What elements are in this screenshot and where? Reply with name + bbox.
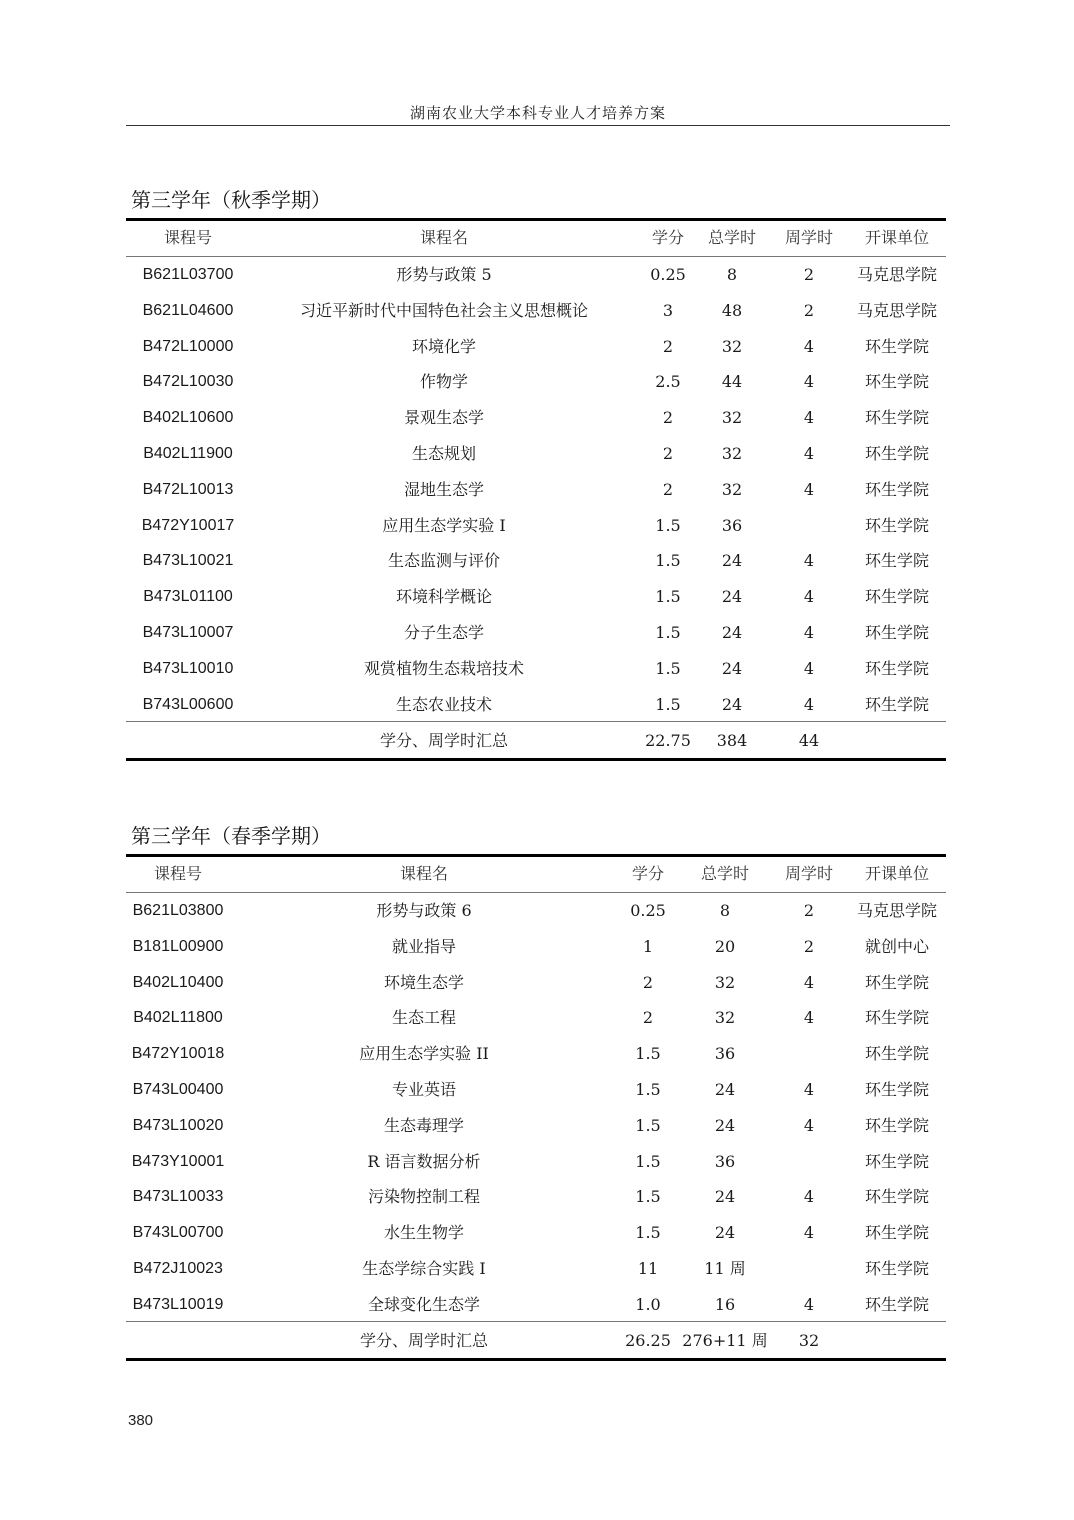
column-header-credits: 学分 bbox=[651, 228, 684, 247]
course-name: 污染物控制工程 bbox=[367, 1187, 480, 1207]
weekly-hours: 4 bbox=[803, 551, 815, 571]
table-row bbox=[126, 965, 946, 1001]
credits: 0.25 bbox=[650, 265, 686, 284]
credits: 1.5 bbox=[635, 1080, 661, 1099]
column-header-weekly-hours: 周学时 bbox=[784, 228, 833, 247]
course-name: 生态监测与评价 bbox=[387, 551, 500, 571]
department: 环生学院 bbox=[864, 444, 929, 463]
total-hours: 24 bbox=[714, 1223, 736, 1243]
total-label: 学分、周学时汇总 bbox=[359, 1331, 488, 1350]
department: 环生学院 bbox=[864, 1044, 929, 1064]
total-hours: 48 bbox=[721, 300, 743, 320]
running-header: 湖南农业大学本科专业人才培养方案 bbox=[409, 104, 666, 122]
course-name: R 语言数据分析 bbox=[367, 1151, 481, 1171]
total-hours: 276+11 周 bbox=[682, 1331, 768, 1350]
table-row bbox=[126, 472, 946, 508]
department: 环生学院 bbox=[864, 1115, 929, 1135]
weekly-hours: 2 bbox=[803, 901, 815, 920]
column-header-name: 课程名 bbox=[399, 864, 448, 883]
course-code: B473L10021 bbox=[142, 552, 234, 570]
total-hours: 24 bbox=[721, 551, 743, 571]
credits: 1.5 bbox=[655, 623, 681, 642]
course-code: B402L10400 bbox=[132, 973, 224, 991]
table-row bbox=[126, 1072, 946, 1108]
department: 环生学院 bbox=[864, 1294, 929, 1314]
column-header-department: 开课单位 bbox=[864, 864, 929, 883]
department: 环生学院 bbox=[864, 1223, 929, 1243]
weekly-hours: 4 bbox=[803, 1187, 815, 1207]
department: 环生学院 bbox=[864, 658, 929, 678]
total-row bbox=[126, 723, 946, 759]
total-hours: 11 周 bbox=[704, 1259, 746, 1278]
department: 环生学院 bbox=[864, 587, 929, 607]
course-code: B402L11800 bbox=[133, 1009, 223, 1027]
credits: 3 bbox=[662, 300, 674, 320]
course-code: B402L11900 bbox=[143, 445, 233, 462]
total-hours: 32 bbox=[721, 336, 743, 356]
credits: 1.5 bbox=[635, 1044, 661, 1064]
total-hours: 32 bbox=[721, 444, 743, 463]
credits: 1.5 bbox=[655, 551, 681, 571]
weekly-hours: 4 bbox=[803, 623, 815, 642]
total-hours: 32 bbox=[714, 972, 736, 992]
total-credits: 26.25 bbox=[625, 1331, 671, 1350]
weekly-hours: 4 bbox=[803, 336, 815, 356]
table-row bbox=[126, 329, 946, 365]
weekly-hours: 4 bbox=[803, 372, 815, 392]
table-bottom-rule bbox=[126, 758, 946, 761]
table-row bbox=[126, 1144, 946, 1180]
total-hours: 32 bbox=[721, 408, 743, 428]
weekly-hours: 4 bbox=[803, 694, 815, 714]
weekly-hours: 4 bbox=[803, 658, 815, 678]
course-name: 形势与政策 6 bbox=[376, 901, 472, 920]
course-name: 生态工程 bbox=[391, 1008, 456, 1028]
total-hours: 24 bbox=[714, 1080, 736, 1099]
page-number: 380 bbox=[128, 1412, 154, 1429]
total-top-rule bbox=[126, 1321, 946, 1322]
weekly-hours: 2 bbox=[803, 936, 815, 956]
table-row bbox=[126, 543, 946, 579]
credits: 1.5 bbox=[635, 1151, 661, 1171]
table-row bbox=[126, 293, 946, 329]
credits: 2 bbox=[642, 972, 654, 992]
credits: 2 bbox=[662, 408, 674, 428]
course-name: 环境化学 bbox=[411, 336, 476, 356]
course-code: B621L03700 bbox=[142, 266, 234, 283]
table-row bbox=[126, 1287, 946, 1323]
course-code: B743L00700 bbox=[132, 1224, 224, 1242]
table-row bbox=[126, 400, 946, 436]
department: 环生学院 bbox=[864, 1151, 929, 1171]
table-row bbox=[126, 615, 946, 651]
table-row bbox=[126, 508, 946, 544]
total-hours: 36 bbox=[714, 1044, 736, 1064]
department: 环生学院 bbox=[864, 623, 929, 642]
weekly-hours: 4 bbox=[803, 1080, 815, 1099]
total-hours: 32 bbox=[721, 479, 743, 499]
column-header-total-hours: 总学时 bbox=[700, 864, 749, 883]
weekly-hours: 4 bbox=[803, 1008, 815, 1028]
department: 马克思学院 bbox=[856, 901, 937, 920]
total-weekly-hours: 44 bbox=[798, 731, 820, 750]
department: 环生学院 bbox=[864, 408, 929, 428]
credits: 2 bbox=[642, 1008, 654, 1028]
course-code: B473Y10001 bbox=[131, 1152, 225, 1170]
table-row bbox=[126, 364, 946, 400]
credits: 1.5 bbox=[655, 587, 681, 607]
table-row bbox=[126, 1000, 946, 1036]
column-header-name: 课程名 bbox=[419, 228, 468, 247]
department: 马克思学院 bbox=[856, 300, 937, 320]
table-row bbox=[126, 893, 946, 929]
table-row bbox=[126, 1036, 946, 1072]
course-name: 作物学 bbox=[419, 372, 468, 392]
weekly-hours: 4 bbox=[803, 1223, 815, 1243]
total-hours: 36 bbox=[714, 1151, 736, 1171]
course-code: B473L10020 bbox=[132, 1116, 224, 1134]
table-header-row bbox=[126, 220, 946, 256]
table-row bbox=[126, 1215, 946, 1251]
total-hours: 384 bbox=[716, 731, 748, 750]
table-row bbox=[126, 257, 946, 293]
course-name: 全球变化生态学 bbox=[367, 1294, 480, 1314]
course-code: B473L10007 bbox=[142, 624, 234, 641]
table-row bbox=[126, 687, 946, 723]
total-credits: 22.75 bbox=[645, 731, 691, 750]
table-bottom-rule bbox=[126, 1358, 946, 1361]
credits: 0.25 bbox=[630, 901, 666, 920]
course-name: 分子生态学 bbox=[403, 623, 484, 642]
credits: 1.5 bbox=[655, 658, 681, 678]
course-code: B743L00600 bbox=[142, 695, 234, 713]
table-row bbox=[126, 579, 946, 615]
course-name: 生态毒理学 bbox=[383, 1115, 464, 1135]
department: 就创中心 bbox=[864, 936, 929, 956]
weekly-hours: 2 bbox=[803, 300, 815, 320]
course-name: 环境科学概论 bbox=[395, 587, 492, 607]
weekly-hours: 4 bbox=[803, 444, 815, 463]
course-code: B472J10023 bbox=[133, 1260, 223, 1277]
course-code: B472Y10017 bbox=[141, 516, 235, 534]
department: 环生学院 bbox=[864, 1259, 929, 1278]
department: 环生学院 bbox=[864, 1187, 929, 1207]
total-weekly-hours: 32 bbox=[798, 1331, 820, 1350]
credits: 1.5 bbox=[655, 694, 681, 714]
table-row bbox=[126, 436, 946, 472]
credits: 1 bbox=[642, 936, 654, 956]
total-hours: 24 bbox=[721, 623, 743, 642]
header-rule bbox=[126, 125, 950, 126]
credits: 1.0 bbox=[635, 1294, 661, 1314]
course-code: B181L00900 bbox=[132, 937, 224, 955]
total-hours: 24 bbox=[714, 1115, 736, 1135]
course-name: 生态农业技术 bbox=[395, 694, 492, 714]
course-code: B743L00400 bbox=[132, 1081, 224, 1098]
course-name: 形势与政策 5 bbox=[396, 265, 492, 284]
weekly-hours: 4 bbox=[803, 479, 815, 499]
column-header-credits: 学分 bbox=[631, 864, 664, 883]
total-hours: 8 bbox=[719, 901, 731, 920]
department: 环生学院 bbox=[864, 551, 929, 571]
credits: 2 bbox=[662, 336, 674, 356]
course-name: 观赏植物生态栽培技术 bbox=[363, 658, 524, 678]
total-hours: 24 bbox=[721, 694, 743, 714]
table-row bbox=[126, 1108, 946, 1144]
course-name: 湿地生态学 bbox=[403, 479, 484, 499]
total-hours: 20 bbox=[714, 936, 736, 956]
table-row bbox=[126, 1251, 946, 1287]
course-code: B402L10600 bbox=[142, 409, 234, 427]
course-name: 生态规划 bbox=[411, 444, 476, 463]
total-row bbox=[126, 1323, 946, 1359]
table-header-row bbox=[126, 856, 946, 892]
section-title-autumn: 第三学年（秋季学期） bbox=[131, 188, 331, 212]
course-code: B473L10019 bbox=[132, 1295, 224, 1313]
department: 环生学院 bbox=[864, 1080, 929, 1099]
course-name: 就业指导 bbox=[391, 936, 456, 956]
department: 环生学院 bbox=[864, 372, 929, 392]
course-name: 生态学综合实践 I bbox=[362, 1259, 486, 1278]
weekly-hours: 4 bbox=[803, 1294, 815, 1314]
column-header-code: 课程号 bbox=[153, 864, 202, 883]
course-name: 应用生态学实验 II bbox=[359, 1044, 489, 1064]
credits: 2 bbox=[662, 444, 674, 463]
course-code: B472L10030 bbox=[142, 373, 234, 391]
course-name: 专业英语 bbox=[391, 1080, 456, 1099]
course-code: B472L10013 bbox=[142, 480, 234, 498]
weekly-hours: 4 bbox=[803, 587, 815, 607]
department: 环生学院 bbox=[864, 694, 929, 714]
course-code: B472L10000 bbox=[142, 337, 234, 355]
column-header-department: 开课单位 bbox=[864, 228, 929, 247]
table-row bbox=[126, 1179, 946, 1215]
column-header-weekly-hours: 周学时 bbox=[784, 864, 833, 883]
total-hours: 16 bbox=[714, 1294, 736, 1314]
credits: 2 bbox=[662, 479, 674, 499]
course-code: B621L04600 bbox=[142, 301, 234, 319]
section-title-spring: 第三学年（春季学期） bbox=[131, 824, 331, 848]
table-row bbox=[126, 651, 946, 687]
credits: 1.5 bbox=[635, 1115, 661, 1135]
total-hours: 32 bbox=[714, 1008, 736, 1028]
course-name: 习近平新时代中国特色社会主义思想概论 bbox=[299, 300, 588, 320]
course-code: B473L01100 bbox=[143, 588, 233, 606]
total-hours: 8 bbox=[726, 265, 738, 284]
course-name: 水生生物学 bbox=[383, 1223, 464, 1243]
total-label: 学分、周学时汇总 bbox=[379, 731, 508, 750]
credits: 1.5 bbox=[655, 515, 681, 535]
department: 环生学院 bbox=[864, 336, 929, 356]
course-code: B621L03800 bbox=[132, 902, 224, 919]
credits: 11 bbox=[637, 1259, 659, 1278]
weekly-hours: 4 bbox=[803, 972, 815, 992]
column-header-code: 课程号 bbox=[163, 228, 212, 247]
department: 环生学院 bbox=[864, 972, 929, 992]
table-row bbox=[126, 929, 946, 965]
course-name: 应用生态学实验 I bbox=[382, 515, 506, 535]
column-header-total-hours: 总学时 bbox=[707, 228, 756, 247]
department: 马克思学院 bbox=[856, 265, 937, 284]
credits: 2.5 bbox=[655, 372, 681, 392]
credits: 1.5 bbox=[635, 1187, 661, 1207]
total-hours: 44 bbox=[721, 372, 743, 392]
weekly-hours: 4 bbox=[803, 1115, 815, 1135]
weekly-hours: 2 bbox=[803, 265, 815, 284]
department: 环生学院 bbox=[864, 1008, 929, 1028]
total-hours: 24 bbox=[721, 587, 743, 607]
total-top-rule bbox=[126, 721, 946, 722]
course-code: B473L10010 bbox=[142, 659, 234, 677]
course-name: 环境生态学 bbox=[383, 972, 464, 992]
credits: 1.5 bbox=[635, 1223, 661, 1243]
department: 环生学院 bbox=[864, 515, 929, 535]
department: 环生学院 bbox=[864, 479, 929, 499]
course-code: B473L10033 bbox=[132, 1188, 224, 1206]
weekly-hours: 4 bbox=[803, 408, 815, 428]
total-hours: 24 bbox=[714, 1187, 736, 1207]
total-hours: 24 bbox=[721, 658, 743, 678]
course-name: 景观生态学 bbox=[403, 408, 484, 428]
total-hours: 36 bbox=[721, 515, 743, 535]
course-code: B472Y10018 bbox=[131, 1045, 225, 1063]
